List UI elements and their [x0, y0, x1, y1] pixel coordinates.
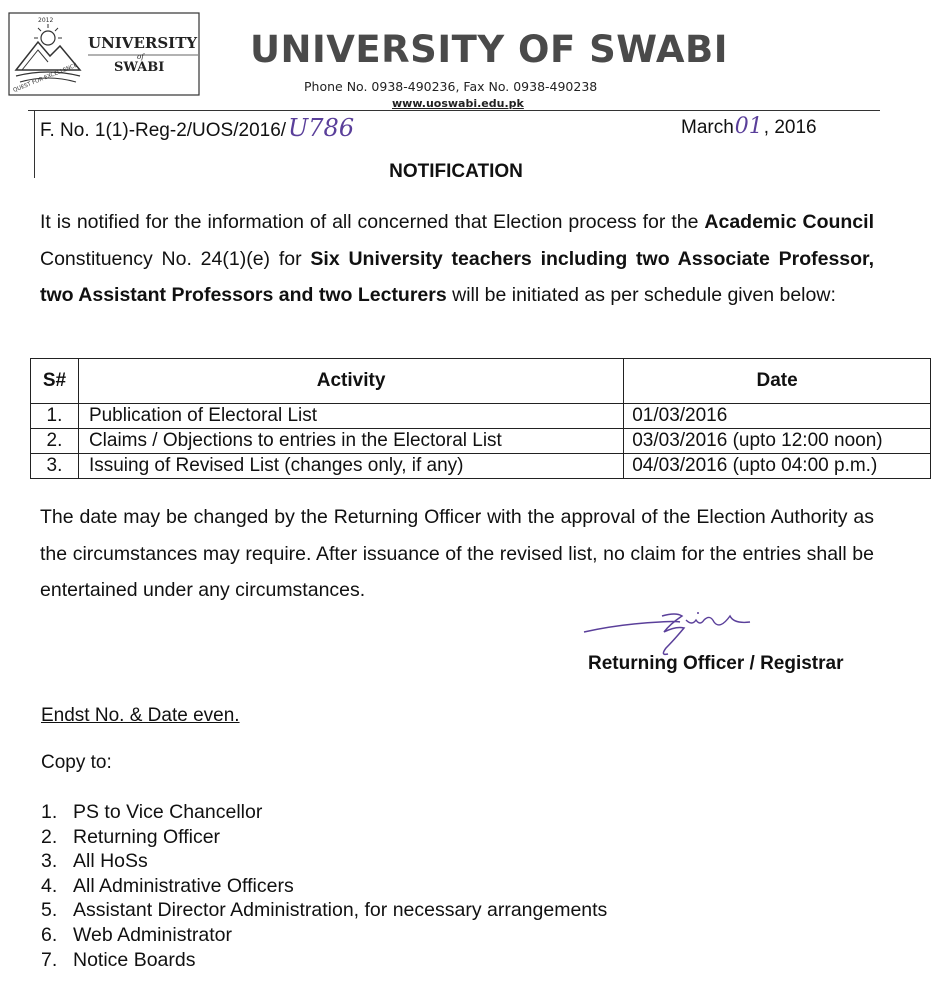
list-item-text: Assistant Director Administration, for necessary arrangements: [73, 899, 608, 922]
header-date: Date: [624, 359, 931, 404]
table-row: [31, 429, 931, 454]
row-date: 01/03/2016: [624, 404, 931, 429]
table-row: [31, 404, 931, 429]
university-title: UNIVERSITY OF SWABI: [250, 28, 729, 71]
row-sn: 1.: [31, 404, 79, 429]
row-activity: Claims / Objections to entries in the Electoral List: [78, 429, 623, 454]
signatory-title: Returning Officer / Registrar: [588, 653, 844, 674]
logo-text-swabi: SWABI: [114, 60, 165, 75]
list-item-text: PS to Vice Chancellor: [73, 801, 263, 823]
intro-paragraph: [40, 204, 874, 314]
logo-year: 2012: [38, 17, 54, 24]
schedule-table: [30, 358, 931, 479]
row-date: 04/03/2016 (upto 04:00 p.m.): [624, 454, 931, 479]
header-activity: Activity: [78, 359, 623, 404]
list-item-text: All HoSs: [73, 850, 148, 873]
closing-paragraph: The date may be changed by the Returning Officer with the approval of the Election Authority as the circumstances may require. After issuance of the revised list, no claim for the entries shall be entertained under any circumstances.: [40, 506, 874, 601]
copy-to-label: Copy to:: [41, 752, 112, 773]
row-date: 03/03/2016 (upto 12:00 noon): [624, 429, 931, 454]
list-item: [41, 825, 607, 850]
website-link[interactable]: www.uoswabi.edu.pk: [392, 97, 524, 110]
logo-text-of: of: [137, 53, 144, 61]
row-activity: Issuing of Revised List (changes only, if any): [78, 454, 623, 479]
list-item: [41, 923, 607, 948]
list-item: [41, 898, 607, 923]
list-item-number: 2.: [41, 825, 58, 848]
university-logo: [8, 12, 200, 96]
list-item: [41, 849, 607, 874]
intro-text-2: Constituency No. 24(1)(e) for: [40, 247, 311, 270]
logo-text-university: UNIVERSITY: [88, 34, 198, 52]
intro-text-3: will be initiated as per schedule given below:: [446, 284, 836, 306]
list-item-text: Returning Officer: [73, 825, 221, 848]
date-day-handwritten: 01: [734, 114, 763, 139]
intro-bold-council: Academic Council: [704, 211, 874, 233]
list-item-number: 6.: [41, 923, 58, 946]
date-year: , 2016: [763, 117, 817, 138]
list-item: [41, 800, 607, 825]
copy-list: [41, 800, 607, 972]
list-item-text: All Administrative Officers: [73, 874, 294, 897]
file-number: [40, 114, 354, 142]
intro-bold-teachers: Six University teachers including two Associate Professor, two Assistant Professors and two Lecturers: [40, 247, 874, 306]
list-item-number: 1.: [41, 801, 58, 823]
notification-heading: NOTIFICATION: [389, 161, 523, 182]
list-item: [41, 874, 607, 899]
file-number-handwritten: U786: [288, 114, 355, 142]
table-header-row: [31, 359, 931, 404]
header-sn: S#: [31, 359, 79, 404]
list-item: [41, 948, 607, 973]
list-item-number: 7.: [41, 948, 58, 971]
list-item-text: Web Administrator: [73, 923, 232, 946]
file-number-prefix: F. No. 1(1)-Reg-2/UOS/2016/: [40, 120, 287, 141]
list-item-number: 4.: [41, 874, 58, 897]
list-item-text: Notice Boards: [73, 948, 196, 971]
notification-date: [681, 114, 817, 139]
row-sn: 2.: [31, 429, 79, 454]
row-activity: Publication of Electoral List: [78, 404, 623, 429]
endorsement-line: Endst No. & Date even.: [41, 705, 240, 726]
contact-info: Phone No. 0938-490236, Fax No. 0938-490238: [304, 79, 598, 94]
date-month: March: [681, 117, 734, 138]
list-item-number: 3.: [41, 850, 58, 873]
logo-motto: QUEST FOR EXCELLENCE: [12, 62, 79, 94]
table-row: [31, 454, 931, 479]
intro-text-1: It is notified for the information of all concerned that Election process for the: [40, 211, 705, 233]
list-item-number: 5.: [41, 899, 58, 922]
header-rule-horizontal: [28, 110, 880, 111]
row-sn: 3.: [31, 454, 79, 479]
